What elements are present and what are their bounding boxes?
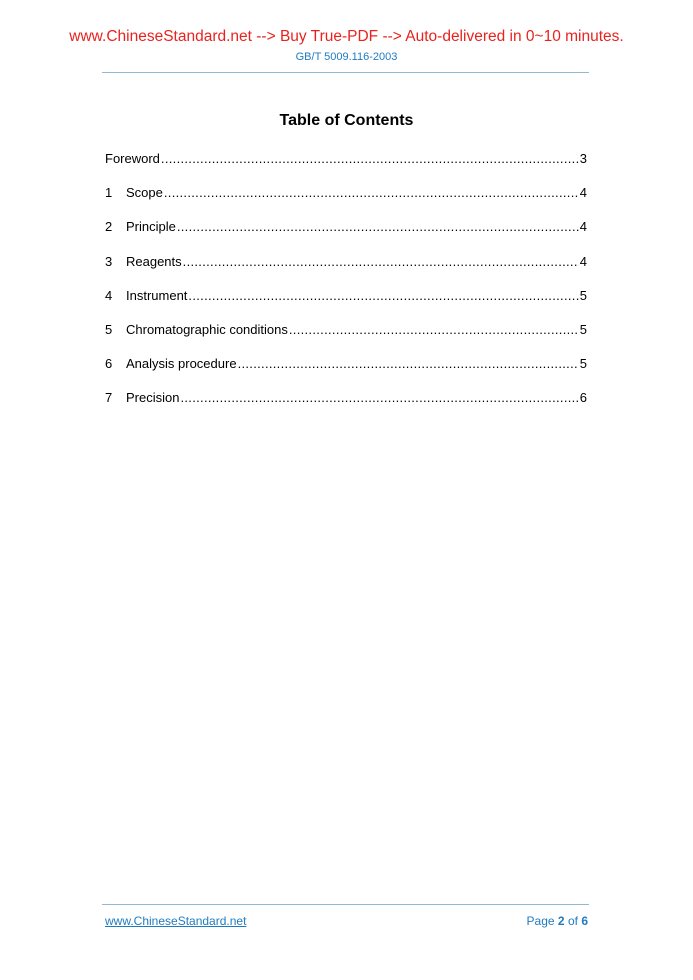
- toc-entry-page: 4: [579, 253, 587, 269]
- promo-banner[interactable]: www.ChineseStandard.net --> Buy True-PDF --> Auto-delivered in 0~10 minutes.: [69, 28, 624, 45]
- toc-entry-number: 4: [105, 287, 113, 303]
- toc-dot-leader: [177, 218, 579, 235]
- toc-entry-label: Foreword: [105, 151, 160, 166]
- toc-dot-leader: [161, 150, 579, 167]
- page-current: 2: [557, 914, 565, 928]
- toc-entry-label: Precision: [126, 390, 180, 406]
- toc-entry-number: 2: [105, 219, 113, 235]
- document-code: GB/T 5009.116-2003: [295, 51, 398, 63]
- toc-entry-chromatographic-conditions[interactable]: [105, 321, 587, 355]
- page-indicator: [527, 914, 588, 929]
- toc-entry-principle[interactable]: [105, 218, 587, 252]
- toc-entry-reagents[interactable]: [105, 253, 587, 287]
- toc-dot-leader: [183, 253, 579, 270]
- toc-dot-leader: [238, 355, 579, 372]
- toc-entry-page: 5: [579, 356, 587, 372]
- toc-entry-page: 4: [579, 219, 587, 235]
- toc-entry-page: 5: [579, 321, 587, 337]
- toc-entry-number: 5: [105, 321, 113, 337]
- toc-dot-leader: [180, 389, 578, 406]
- toc-entry-scope[interactable]: [105, 184, 587, 218]
- page-of: of: [567, 914, 578, 928]
- toc-entry-label: Chromatographic conditions: [126, 321, 288, 337]
- toc-entry-label: Scope: [126, 185, 163, 201]
- header-divider: [102, 72, 589, 73]
- toc-entry-foreword[interactable]: [105, 150, 587, 184]
- toc-entry-label: Principle: [126, 219, 176, 235]
- page-total: 6: [581, 914, 588, 928]
- toc-dot-leader: [289, 321, 579, 338]
- toc-entry-analysis-procedure[interactable]: [105, 355, 587, 389]
- toc-entry-label: Instrument: [126, 287, 188, 303]
- toc-entry-page: 6: [579, 390, 587, 406]
- page-prefix: Page: [526, 914, 555, 928]
- toc-entry-instrument[interactable]: [105, 287, 587, 321]
- toc-entry-number: 3: [105, 253, 113, 269]
- toc-entry-page: 5: [579, 287, 587, 303]
- footer-website-link[interactable]: www.ChineseStandard.net: [105, 914, 247, 928]
- footer-divider: [102, 904, 589, 905]
- toc-dot-leader: [164, 184, 579, 201]
- toc-dot-leader: [188, 287, 578, 304]
- table-of-contents: [105, 150, 587, 424]
- toc-entry-precision[interactable]: [105, 389, 587, 423]
- toc-entry-page: 4: [579, 185, 587, 201]
- toc-entry-number: 6: [105, 356, 113, 372]
- toc-entry-page: 3: [579, 151, 587, 166]
- toc-entry-label: Reagents: [126, 253, 182, 269]
- toc-entry-number: 7: [105, 390, 113, 406]
- toc-entry-number: 1: [105, 185, 113, 201]
- toc-title: Table of Contents: [279, 112, 414, 129]
- toc-entry-label: Analysis procedure: [126, 356, 237, 372]
